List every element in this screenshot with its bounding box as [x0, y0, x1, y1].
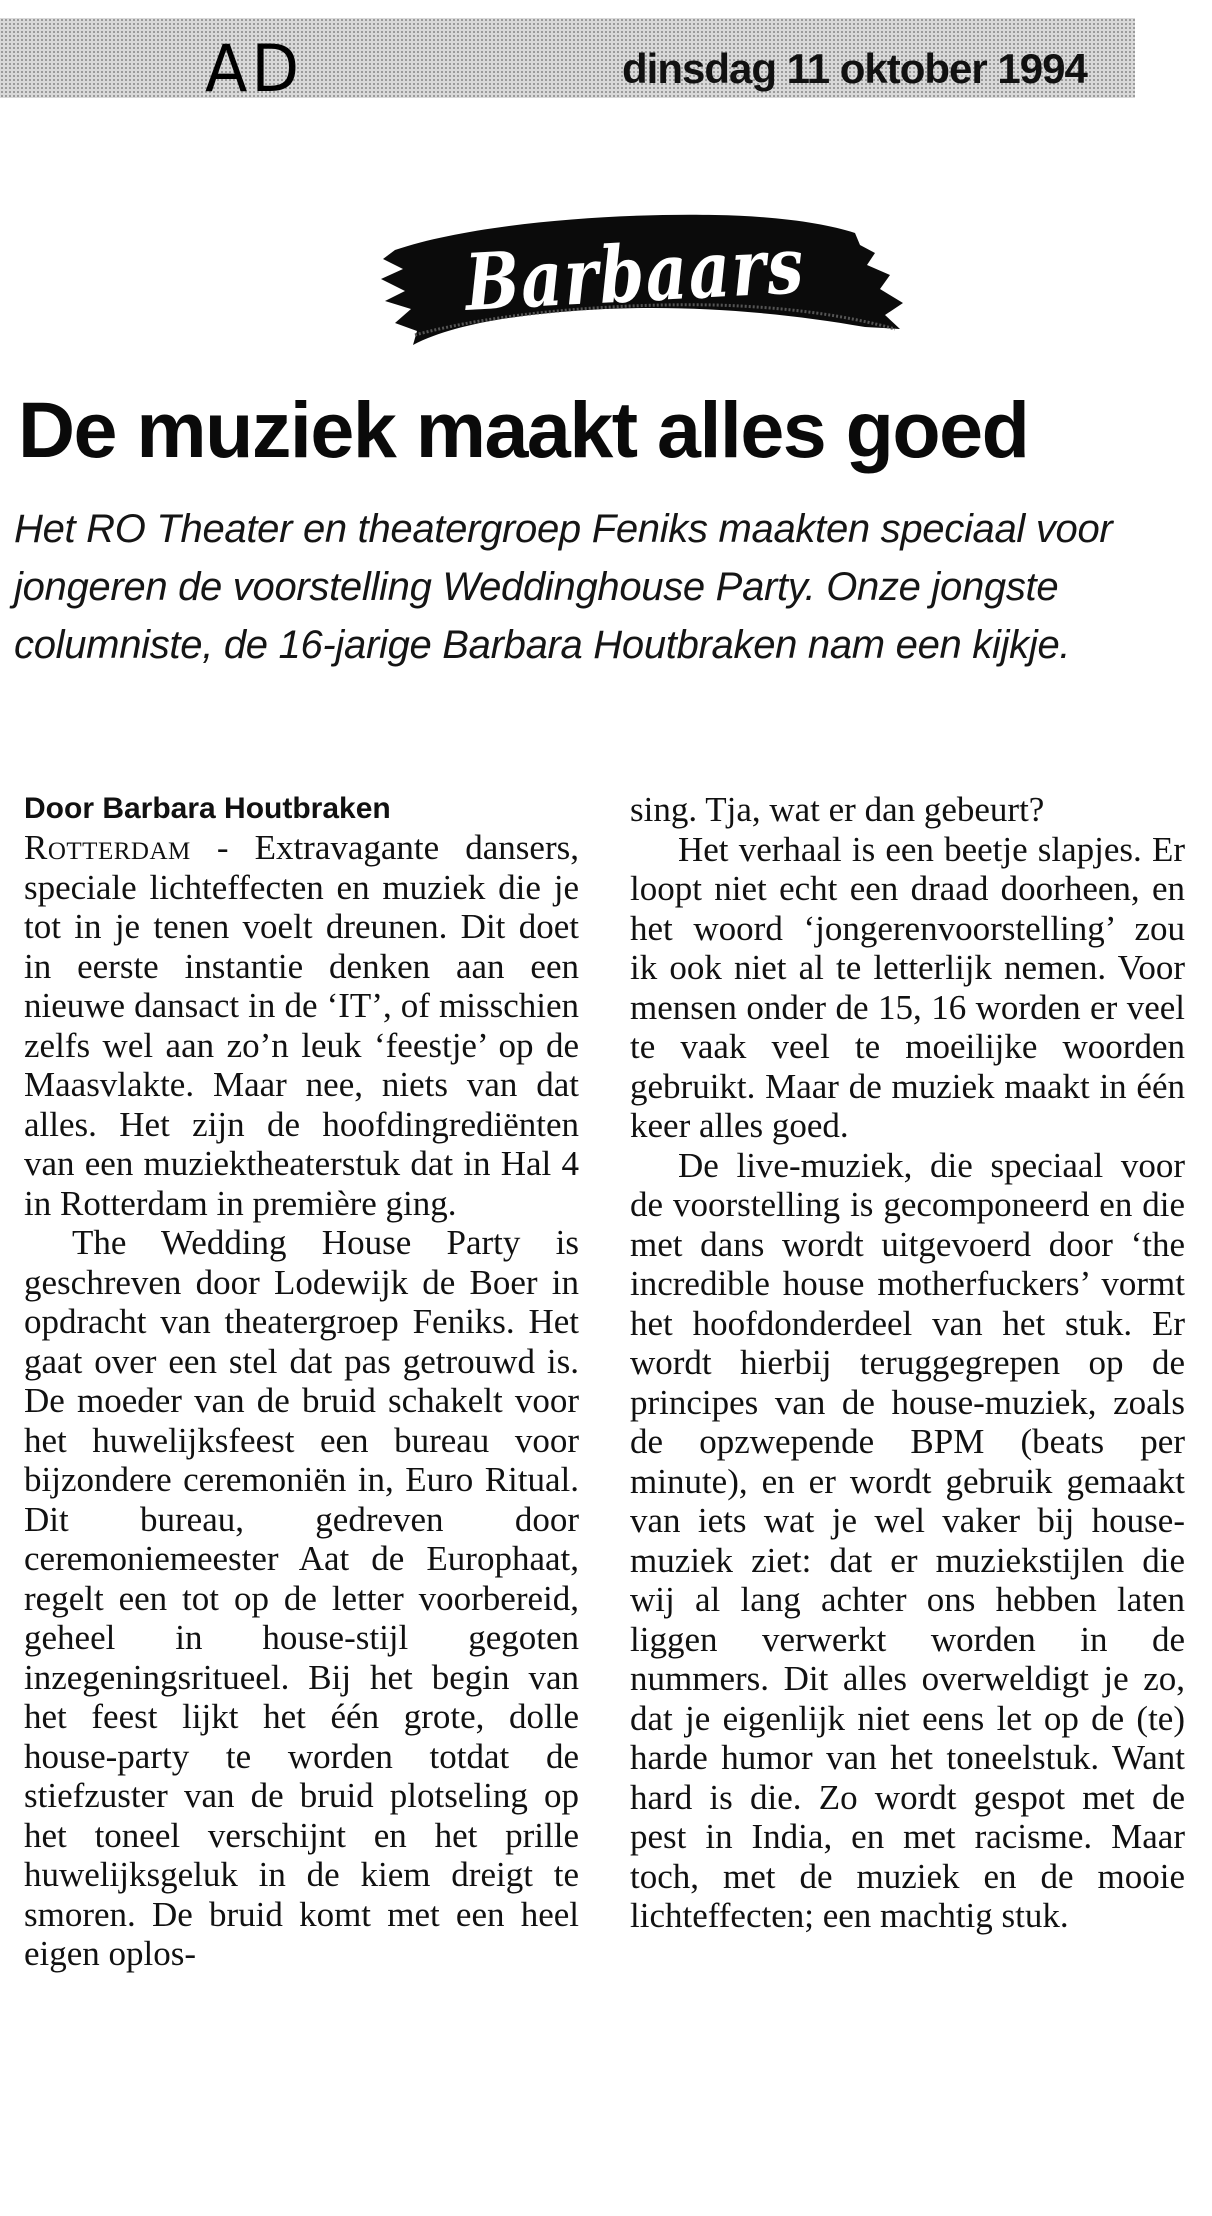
paragraph-text: - Extravagante dansers, speciale lichteffecten en muziek die je tot in je tenen voelt dreunen. Dit doet in eerste instantie denken aan een nieuwe dansact in de ‘IT’, of misschien zelfs wel aan zo’n leuk ‘feestje’ op de Maasvlakte. Maar nee, niets van dat alles. Het zijn de hoofdingrediënten van een muziektheaterstuk dat in Hal 4 in Rotterdam in première ging.	[24, 828, 579, 1223]
article-column-left	[24, 790, 579, 1974]
article-byline: Door Barbara Houtbraken	[24, 792, 391, 825]
article-headline: De muziek maakt alles goed	[18, 385, 1029, 474]
section-banner-label: Barbaars	[462, 220, 807, 329]
article-intro: Het RO Theater en theatergroep Feniks maakten speciaal voor jongeren de voorstelling Weddinghouse Party. Onze jongste columniste, de 16-jarige Barbara Houtbraken nam een kijkje.	[14, 507, 1113, 667]
article-column-right	[630, 790, 1185, 1936]
article-paragraph: sing. Tja, wat er dan gebeurt?	[630, 790, 1045, 829]
article-paragraph: De live-muziek, die speciaal voor de voorstelling is gecomponeerd en die met dans wordt uitgevoerd door ‘the incredible house motherfuckers’ vormt het hoofdonderdeel van het stuk. Er wordt hierbij teruggegrepen op de principes van de house-muziek, zoals de opzwepende BPM (beats per minute), en er wordt gebruik gemaakt van iets wat je wel vaker bij house-muziek ziet: dat er muziekstijlen die wij al lang achter ons hebben laten liggen verwerkt worden in de nummers. Dit alles overweldigt je zo, dat je eigenlijk niet eens let op de (te) harde humor van het toneelstuk. Want hard is die. Zo wordt gespot met de pest in India, en met racisme. Maar toch, met de muziek en de mooie lichteffecten; een machtig stuk.	[630, 1145, 1185, 1935]
section-banner	[355, 205, 910, 355]
newspaper-logo: AD	[205, 30, 304, 107]
masthead-bar	[0, 18, 1135, 107]
article-paragraph: Het verhaal is een beetje slapjes. Er loopt niet echt een draad doorheen, en het woord ‘jongerenvoorstelling’ zou ik ook niet al te letterlijk nemen. Voor mensen onder de 15, 16 worden er veel te vaak veel te moeilijke woorden gebruikt. Maar de muziek maakt in één keer alles goed.	[630, 829, 1185, 1145]
article-paragraph	[24, 828, 579, 1223]
article-dateline: Rotterdam	[24, 828, 191, 867]
article-paragraph: The Wedding House Party is geschreven door Lodewijk de Boer in opdracht van theatergroep Feniks. Het gaat over een stel dat pas getrouwd is. De moeder van de bruid schakelt voor het huwelijksfeest een bureau voor bijzondere ceremoniën in, Euro Ritual. Dit bureau, gedreven door ceremoniemeester Aat de Europhaat, regelt een tot op de letter voorbereid, geheel in house-stijl gegoten inzegeningsritueel. Bij het begin van het feest lijkt het één grote, dolle house-party te worden totdat de stiefzuster van de bruid plotseling op het toneel verschijnt en het prille huwelijksgeluk in de kiem dreigt te smoren. De bruid komt met een heel eigen oplos-	[24, 1223, 579, 1973]
publication-date: dinsdag 11 oktober 1994	[622, 45, 1087, 92]
